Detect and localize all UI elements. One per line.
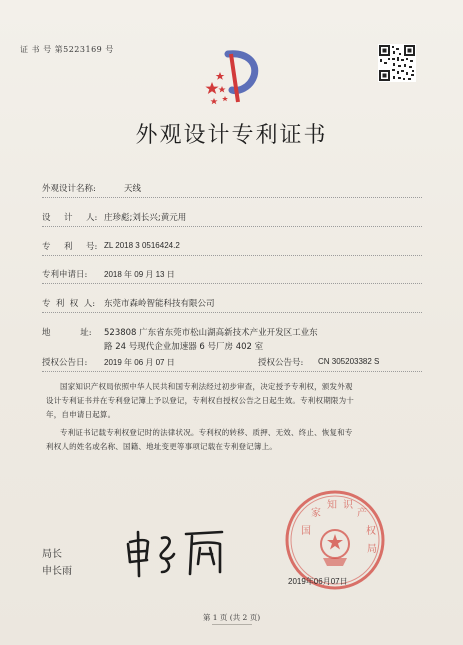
paragraph-1-line-1: 国家知识产权局依照中华人民共和国专利法经过初步审查，决定授予专利权，颁发外观 — [60, 382, 353, 391]
footer-divider — [212, 624, 252, 625]
divider — [42, 312, 422, 313]
director-name: 申长雨 — [42, 566, 72, 577]
patentee-label: 专 利 权 人: — [42, 299, 96, 309]
paragraph-1-line-3: 年，自申请日起算。 — [46, 410, 116, 419]
divider — [42, 197, 422, 198]
announce-number-label: 授权公告号: — [258, 358, 304, 368]
patentee-value: 东莞市森岭智能科技有限公司 — [104, 299, 215, 309]
svg-text:权: 权 — [366, 526, 376, 537]
address-label: 地 址: — [42, 328, 92, 338]
design-name-value: 天线 — [124, 184, 142, 194]
paragraph-2-line-1: 专利证书记载专利权登记时的法律状况。专利权的转移、质押、无效、终止、恢复和专 — [60, 428, 353, 437]
svg-text:局: 局 — [367, 544, 377, 555]
svg-text:家: 家 — [311, 508, 321, 519]
address-line-2: 路 24 号现代企业加速器 6 号厂房 402 室 — [104, 342, 264, 352]
qr-code-icon — [378, 44, 416, 82]
announce-date-value: 2019 年 06 月 07 日 — [104, 358, 175, 367]
divider — [42, 255, 422, 256]
patent-number-value: ZL 2018 3 0516424.2 — [104, 241, 180, 250]
paragraph-1-line-2: 设计专利证书并在专利登记簿上予以登记，专利权自授权公告之日起生效。专利权期限为十 — [46, 396, 354, 405]
designer-label: 设 计 人: — [42, 213, 98, 223]
filing-date-label: 专利申请日: — [42, 270, 88, 280]
announce-date-label: 授权公告日: — [42, 358, 88, 368]
director-title: 局长 — [42, 549, 62, 560]
handwritten-signature — [122, 524, 236, 578]
divider — [42, 371, 422, 372]
svg-text:知: 知 — [327, 500, 337, 511]
certificate-title: 外观设计专利证书 — [135, 123, 328, 148]
seal-date: 2019年06月07日 — [288, 577, 348, 586]
certificate-number: 证 书 号 第5223169 号 — [20, 45, 114, 54]
announce-number-value: CN 305203382 S — [318, 357, 380, 366]
svg-text:国: 国 — [301, 526, 311, 537]
patent-number-label: 专 利 号: — [42, 242, 98, 252]
divider — [42, 226, 422, 227]
divider — [42, 283, 422, 284]
cnipa-logo-icon — [198, 46, 268, 108]
design-name-label: 外观设计名称: — [42, 184, 96, 194]
filing-date-value: 2018 年 09 月 13 日 — [104, 270, 175, 279]
svg-text:产: 产 — [357, 508, 367, 519]
svg-text:识: 识 — [343, 500, 353, 511]
designer-value: 庄珍彪;刘长兴;黄元用 — [104, 213, 187, 223]
page-footer: 第 1 页 (共 2 页) — [202, 613, 261, 622]
address-line-1: 523808 广东省东莞市松山湖高新技术产业开发区工业东 — [104, 328, 318, 338]
paragraph-2-line-2: 利权人的姓名或名称、国籍、地址变更等事项记载在专利登记簿上。 — [46, 442, 277, 451]
